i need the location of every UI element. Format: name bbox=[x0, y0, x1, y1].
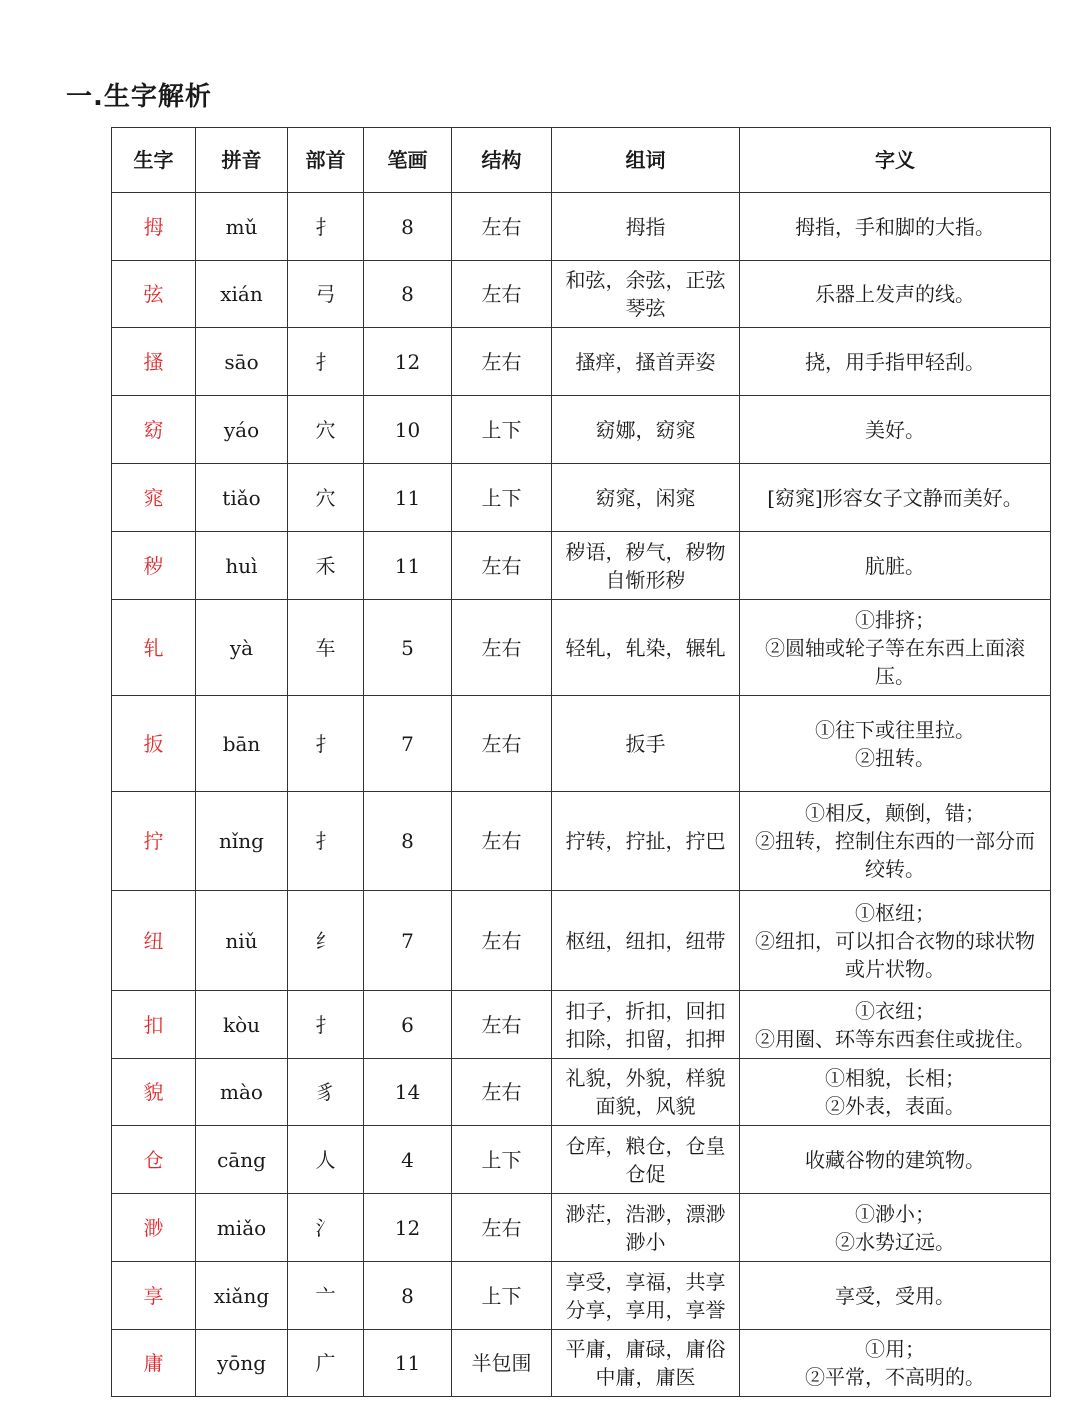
char-cell: 庸 bbox=[112, 1330, 196, 1397]
header-char: 生字 bbox=[112, 128, 196, 193]
strokes-cell: 8 bbox=[364, 1262, 452, 1330]
char-cell: 秽 bbox=[112, 532, 196, 600]
header-meaning: 字义 bbox=[740, 128, 1051, 193]
words-cell: 秽语，秽气，秽物 自惭形秽 bbox=[552, 532, 740, 600]
pinyin-cell: bān bbox=[196, 696, 288, 792]
strokes-cell: 6 bbox=[364, 991, 452, 1059]
radical-cell: 扌 bbox=[288, 193, 364, 261]
table-row bbox=[112, 464, 1051, 532]
structure-cell: 上下 bbox=[452, 464, 552, 532]
table-row bbox=[112, 696, 1051, 792]
strokes-cell: 11 bbox=[364, 532, 452, 600]
meaning-cell: ①用； ②平常，不高明的。 bbox=[740, 1330, 1051, 1397]
structure-cell: 左右 bbox=[452, 193, 552, 261]
meaning-cell: ①相貌，长相； ②外表，表面。 bbox=[740, 1059, 1051, 1126]
pinyin-cell: mào bbox=[196, 1059, 288, 1126]
char-cell: 窕 bbox=[112, 464, 196, 532]
meaning-cell: 拇指，手和脚的大指。 bbox=[740, 193, 1051, 261]
strokes-cell: 5 bbox=[364, 600, 452, 696]
strokes-cell: 12 bbox=[364, 328, 452, 396]
char-cell: 拧 bbox=[112, 792, 196, 891]
char-cell: 扳 bbox=[112, 696, 196, 792]
structure-cell: 左右 bbox=[452, 1194, 552, 1262]
strokes-cell: 4 bbox=[364, 1126, 452, 1194]
pinyin-cell: huì bbox=[196, 532, 288, 600]
pinyin-cell: sāo bbox=[196, 328, 288, 396]
table-row bbox=[112, 261, 1051, 328]
header-row bbox=[112, 128, 1051, 193]
words-cell: 窈窕，闲窕 bbox=[552, 464, 740, 532]
words-cell: 扣子，折扣，回扣 扣除，扣留，扣押 bbox=[552, 991, 740, 1059]
meaning-cell: ①往下或往里拉。 ②扭转。 bbox=[740, 696, 1051, 792]
pinyin-cell: xián bbox=[196, 261, 288, 328]
structure-cell: 左右 bbox=[452, 1059, 552, 1126]
header-words: 组词 bbox=[552, 128, 740, 193]
pinyin-cell: mǔ bbox=[196, 193, 288, 261]
pinyin-cell: yōng bbox=[196, 1330, 288, 1397]
meaning-cell: 收藏谷物的建筑物。 bbox=[740, 1126, 1051, 1194]
words-cell: 和弦，余弦，正弦 琴弦 bbox=[552, 261, 740, 328]
char-cell: 享 bbox=[112, 1262, 196, 1330]
radical-cell: 车 bbox=[288, 600, 364, 696]
table-row bbox=[112, 1262, 1051, 1330]
radical-cell: 穴 bbox=[288, 464, 364, 532]
table-row bbox=[112, 792, 1051, 891]
section-title: 一.生字解析 bbox=[66, 82, 212, 112]
pinyin-cell: tiǎo bbox=[196, 464, 288, 532]
strokes-cell: 8 bbox=[364, 792, 452, 891]
words-cell: 平庸，庸碌，庸俗 中庸，庸医 bbox=[552, 1330, 740, 1397]
radical-cell: 广 bbox=[288, 1330, 364, 1397]
table-row bbox=[112, 600, 1051, 696]
radical-cell: 扌 bbox=[288, 696, 364, 792]
words-cell: 拇指 bbox=[552, 193, 740, 261]
meaning-cell: ①排挤； ②圆轴或轮子等在东西上面滚压。 bbox=[740, 600, 1051, 696]
strokes-cell: 8 bbox=[364, 193, 452, 261]
radical-cell: 纟 bbox=[288, 891, 364, 991]
words-cell: 礼貌，外貌，样貌 面貌，风貌 bbox=[552, 1059, 740, 1126]
meaning-cell: 乐器上发声的线。 bbox=[740, 261, 1051, 328]
radical-cell: 人 bbox=[288, 1126, 364, 1194]
structure-cell: 上下 bbox=[452, 396, 552, 464]
words-cell: 仓库，粮仓，仓皇 仓促 bbox=[552, 1126, 740, 1194]
radical-cell: 豸 bbox=[288, 1059, 364, 1126]
char-cell: 扣 bbox=[112, 991, 196, 1059]
radical-cell: 氵 bbox=[288, 1194, 364, 1262]
table-row bbox=[112, 891, 1051, 991]
words-cell: 窈娜，窈窕 bbox=[552, 396, 740, 464]
words-cell: 搔痒，搔首弄姿 bbox=[552, 328, 740, 396]
header-structure: 结构 bbox=[452, 128, 552, 193]
table-row bbox=[112, 328, 1051, 396]
header-pinyin: 拼音 bbox=[196, 128, 288, 193]
char-cell: 搔 bbox=[112, 328, 196, 396]
structure-cell: 左右 bbox=[452, 991, 552, 1059]
meaning-cell: ①相反，颠倒，错； ②扭转，控制住东西的一部分而绞转。 bbox=[740, 792, 1051, 891]
char-cell: 轧 bbox=[112, 600, 196, 696]
strokes-cell: 11 bbox=[364, 464, 452, 532]
structure-cell: 左右 bbox=[452, 328, 552, 396]
strokes-cell: 7 bbox=[364, 696, 452, 792]
meaning-cell: 挠，用手指甲轻刮。 bbox=[740, 328, 1051, 396]
table-row bbox=[112, 991, 1051, 1059]
pinyin-cell: yà bbox=[196, 600, 288, 696]
radical-cell: 亠 bbox=[288, 1262, 364, 1330]
char-cell: 拇 bbox=[112, 193, 196, 261]
header-radical: 部首 bbox=[288, 128, 364, 193]
meaning-cell: ①渺小； ②水势辽远。 bbox=[740, 1194, 1051, 1262]
radical-cell: 穴 bbox=[288, 396, 364, 464]
words-cell: 渺茫，浩渺，漂渺 渺小 bbox=[552, 1194, 740, 1262]
pinyin-cell: cāng bbox=[196, 1126, 288, 1194]
pinyin-cell: nǐng bbox=[196, 792, 288, 891]
structure-cell: 左右 bbox=[452, 532, 552, 600]
char-cell: 仓 bbox=[112, 1126, 196, 1194]
char-cell: 窈 bbox=[112, 396, 196, 464]
radical-cell: 弓 bbox=[288, 261, 364, 328]
words-cell: 拧转，拧扯，拧巴 bbox=[552, 792, 740, 891]
table-row bbox=[112, 396, 1051, 464]
strokes-cell: 12 bbox=[364, 1194, 452, 1262]
char-cell: 渺 bbox=[112, 1194, 196, 1262]
vocabulary-table bbox=[111, 127, 1051, 1397]
structure-cell: 左右 bbox=[452, 261, 552, 328]
strokes-cell: 14 bbox=[364, 1059, 452, 1126]
meaning-cell: 肮脏。 bbox=[740, 532, 1051, 600]
pinyin-cell: miǎo bbox=[196, 1194, 288, 1262]
structure-cell: 左右 bbox=[452, 891, 552, 991]
words-cell: 轻轧，轧染，辗轧 bbox=[552, 600, 740, 696]
meaning-cell: ①枢纽； ②纽扣，可以扣合衣物的球状物或片状物。 bbox=[740, 891, 1051, 991]
table-row bbox=[112, 1330, 1051, 1397]
radical-cell: 禾 bbox=[288, 532, 364, 600]
header-strokes: 笔画 bbox=[364, 128, 452, 193]
strokes-cell: 7 bbox=[364, 891, 452, 991]
structure-cell: 上下 bbox=[452, 1126, 552, 1194]
radical-cell: 扌 bbox=[288, 792, 364, 891]
structure-cell: 左右 bbox=[452, 600, 552, 696]
table-row bbox=[112, 1126, 1051, 1194]
char-cell: 貌 bbox=[112, 1059, 196, 1126]
pinyin-cell: kòu bbox=[196, 991, 288, 1059]
meaning-cell: [窈窕]形容女子文静而美好。 bbox=[740, 464, 1051, 532]
pinyin-cell: yáo bbox=[196, 396, 288, 464]
radical-cell: 扌 bbox=[288, 991, 364, 1059]
pinyin-cell: niǔ bbox=[196, 891, 288, 991]
pinyin-cell: xiǎng bbox=[196, 1262, 288, 1330]
char-cell: 纽 bbox=[112, 891, 196, 991]
table-row bbox=[112, 193, 1051, 261]
strokes-cell: 10 bbox=[364, 396, 452, 464]
structure-cell: 左右 bbox=[452, 696, 552, 792]
structure-cell: 上下 bbox=[452, 1262, 552, 1330]
meaning-cell: 享受，受用。 bbox=[740, 1262, 1051, 1330]
strokes-cell: 11 bbox=[364, 1330, 452, 1397]
meaning-cell: ①衣纽； ②用圈、环等东西套住或拢住。 bbox=[740, 991, 1051, 1059]
words-cell: 享受，享福，共享 分享，享用，享誉 bbox=[552, 1262, 740, 1330]
char-cell: 弦 bbox=[112, 261, 196, 328]
structure-cell: 左右 bbox=[452, 792, 552, 891]
words-cell: 枢纽，纽扣，纽带 bbox=[552, 891, 740, 991]
table-row bbox=[112, 1194, 1051, 1262]
table-row bbox=[112, 532, 1051, 600]
strokes-cell: 8 bbox=[364, 261, 452, 328]
words-cell: 扳手 bbox=[552, 696, 740, 792]
meaning-cell: 美好。 bbox=[740, 396, 1051, 464]
table-row bbox=[112, 1059, 1051, 1126]
structure-cell: 半包围 bbox=[452, 1330, 552, 1397]
radical-cell: 扌 bbox=[288, 328, 364, 396]
